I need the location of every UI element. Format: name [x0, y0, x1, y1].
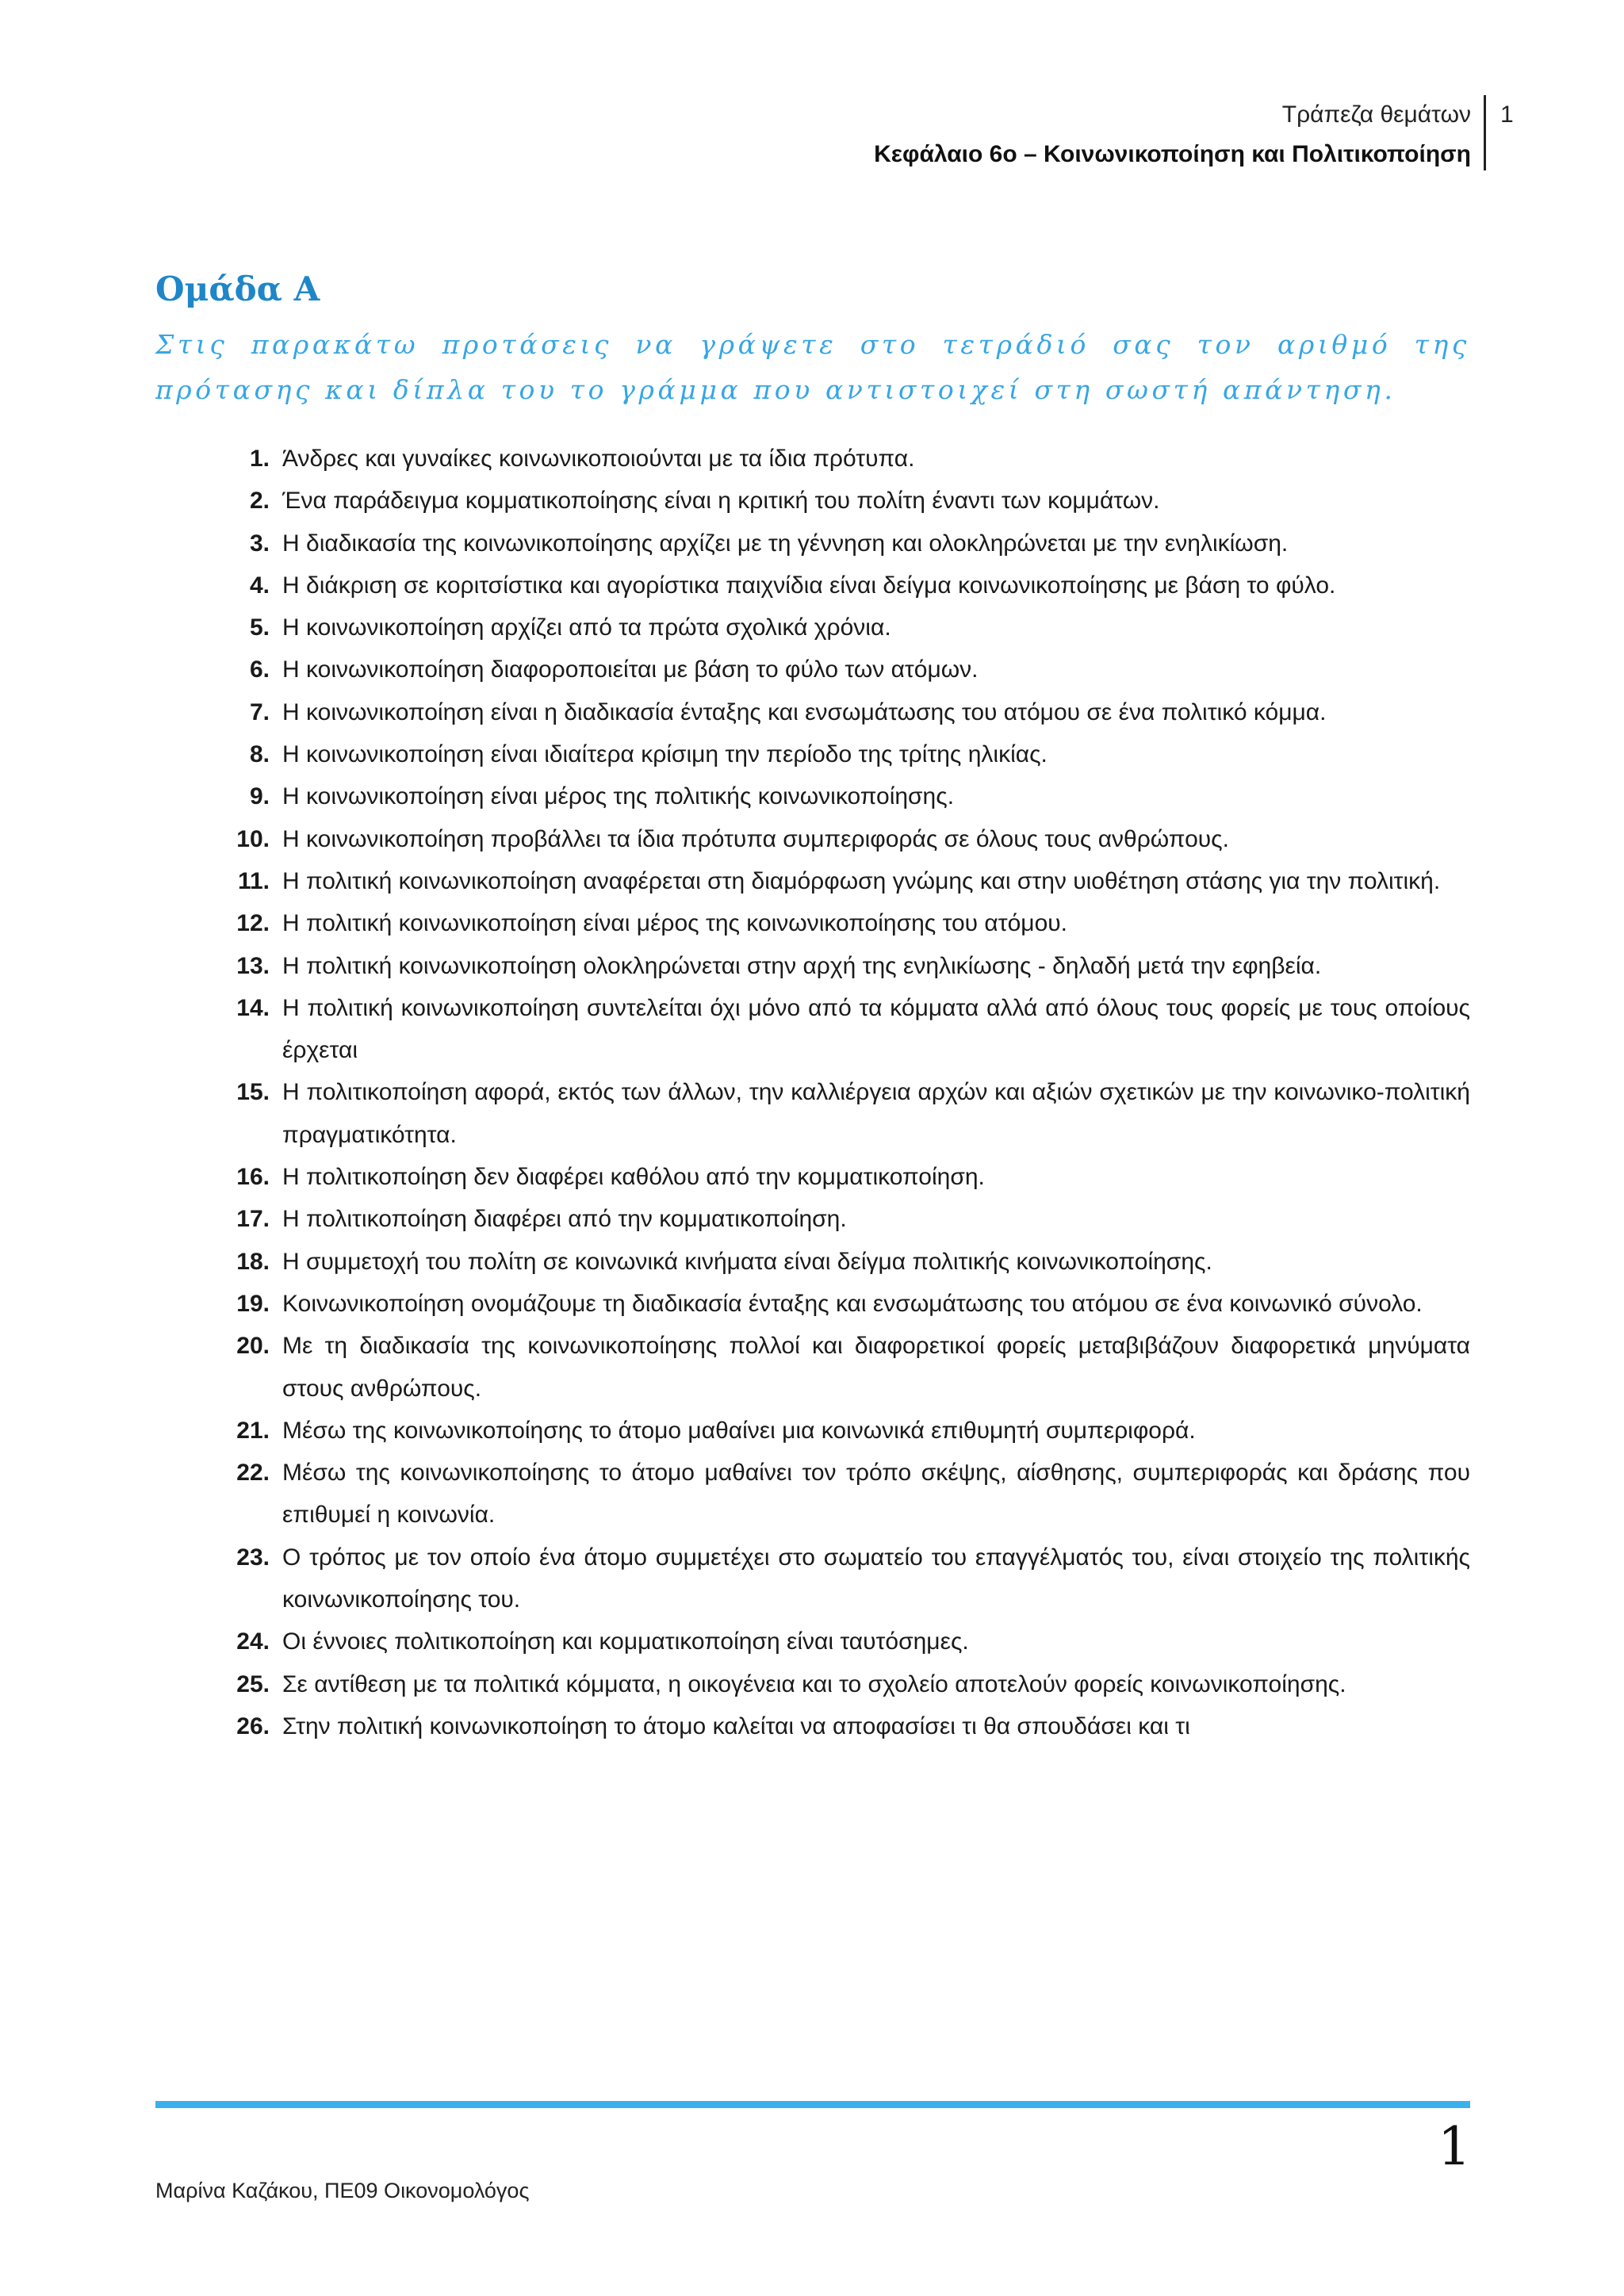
question-number: 25.	[236, 1670, 270, 1697]
question-text: Σε αντίθεση με τα πολιτικά κόμματα, η οικογένεια και το σχολείο αποτελούν φορείς κοινωνικοποίησης.	[282, 1670, 1346, 1697]
header-subject: Τράπεζα θεμάτων	[1281, 101, 1471, 128]
question-number: 10.	[236, 825, 270, 852]
question-text: Η κοινωνικοποίηση προβάλλει τα ίδια πρότυπα συμπεριφοράς σε όλους τους ανθρώπους.	[282, 825, 1229, 852]
question-item	[222, 1705, 1470, 1747]
question-text: Με τη διαδικασία της κοινωνικοποίησης πολλοί και διαφορετικοί φορείς μεταβιβάζουν διαφορετικά μηνύματα στους ανθρώπους.	[282, 1333, 1470, 1402]
question-text: Η πολιτική κοινωνικοποίηση συντελείται όχι μόνο από τα κόμματα αλλά από όλους τους φορείς με τους οποίους έρχεται	[282, 994, 1470, 1064]
question-text: Μέσω της κοινωνικοποίησης το άτομο μαθαίνει μια κοινωνικά επιθυμητή συμπεριφορά.	[282, 1417, 1196, 1444]
question-item	[222, 438, 1470, 480]
footer-rule	[155, 2101, 1470, 2108]
question-item	[222, 1536, 1470, 1621]
question-number: 13.	[236, 952, 270, 979]
question-item	[222, 1410, 1470, 1452]
question-number: 24.	[236, 1628, 270, 1655]
question-text: Η συμμετοχή του πολίτη σε κοινωνικά κινήματα είναι δείγμα πολιτικής κοινωνικοποίησης.	[282, 1248, 1212, 1275]
question-text: Η κοινωνικοποίηση αρχίζει από τα πρώτα σχολικά χρόνια.	[282, 614, 891, 641]
question-number: 11.	[237, 867, 270, 894]
question-text: Η πολιτική κοινωνικοποίηση ολοκληρώνεται στην αρχή της ενηλικίωσης - δηλαδή μετά την εφηβεία.	[282, 952, 1322, 979]
question-number: 22.	[236, 1460, 270, 1487]
question-item	[222, 522, 1470, 564]
question-item	[222, 733, 1470, 775]
question-item	[222, 607, 1470, 649]
question-item	[222, 1283, 1470, 1325]
question-text: Η διαδικασία της κοινωνικοποίησης αρχίζει με τη γέννηση και ολοκληρώνεται με την ενηλικίωση.	[282, 530, 1289, 557]
question-number: 8.	[249, 741, 270, 768]
question-number: 17.	[236, 1206, 270, 1233]
question-number: 3.	[249, 530, 270, 557]
question-number: 19.	[236, 1290, 270, 1317]
running-header	[874, 95, 1471, 174]
question-text: Οι έννοιες πολιτικοποίηση και κομματικοποίηση είναι ταυτόσημες.	[282, 1628, 969, 1655]
question-item	[222, 860, 1470, 902]
question-item	[222, 1071, 1470, 1156]
question-item	[222, 1452, 1470, 1536]
question-text: Ένα παράδειγμα κομματικοποίησης είναι η κριτική του πολίτη έναντι των κομμάτων.	[282, 488, 1160, 515]
question-number: 18.	[236, 1248, 270, 1275]
question-item	[222, 649, 1470, 691]
question-text: Η πολιτικοποίηση διαφέρει από την κομματικοποίηση.	[282, 1206, 847, 1233]
question-item	[222, 818, 1470, 860]
question-number: 15.	[236, 1079, 270, 1106]
question-item	[222, 1621, 1470, 1663]
question-item	[222, 902, 1470, 944]
question-text: Άνδρες και γυναίκες κοινωνικοποιούνται με τα ίδια πρότυπα.	[282, 446, 915, 472]
header-page-number: 1	[1500, 101, 1514, 128]
question-text: Η πολιτικοποίηση δεν διαφέρει καθόλου από την κομματικοποίηση.	[282, 1164, 985, 1191]
footer-page-number: 1	[1438, 2116, 1471, 2177]
question-number: 12.	[236, 910, 270, 937]
question-text: Ο τρόπος με τον οποίο ένα άτομο συμμετέχει στο σωματείο του επαγγέλματός του, είναι στοιχείο της πολιτικής κοινωνικοποίησης του.	[282, 1544, 1470, 1613]
question-number: 23.	[236, 1544, 270, 1571]
question-text: Η πολιτική κοινωνικοποίηση αναφέρεται στη διαμόρφωση γνώμης και στην υιοθέτηση στάσης για την πολιτική.	[282, 867, 1441, 894]
header-divider	[1484, 95, 1486, 170]
question-number: 5.	[249, 614, 270, 641]
question-number: 4.	[249, 572, 270, 599]
question-list	[222, 438, 1470, 1747]
question-text: Η πολιτικοποίηση αφορά, εκτός των άλλων, την καλλιέργεια αρχών και αξιών σχετικών με την κοινωνικο-πολιτική πραγματικότητα.	[282, 1079, 1470, 1148]
question-text: Στην πολιτική κοινωνικοποίηση το άτομο καλείται να αποφασίσει τι θα σπουδάσει και τι	[282, 1712, 1190, 1739]
question-text: Η κοινωνικοποίηση είναι ιδιαίτερα κρίσιμη την περίοδο της τρίτης ηλικίας.	[282, 741, 1048, 768]
question-text: Η πολιτική κοινωνικοποίηση είναι μέρος της κοινωνικοποίησης του ατόμου.	[282, 910, 1068, 937]
question-number: 6.	[249, 656, 270, 683]
question-number: 20.	[236, 1333, 270, 1360]
question-number: 2.	[249, 488, 270, 515]
question-item	[222, 1663, 1470, 1705]
question-number: 26.	[236, 1712, 270, 1739]
question-item	[222, 1198, 1470, 1240]
question-text: Η κοινωνικοποίηση είναι η διαδικασία ένταξης και ενσωμάτωσης του ατόμου σε ένα πολιτικό κόμμα.	[282, 698, 1327, 725]
question-number: 14.	[236, 994, 270, 1021]
question-text: Κοινωνικοποίηση ονομάζουμε τη διαδικασία ένταξης και ενσωμάτωσης του ατόμου σε ένα κοινωνικό σύνολο.	[282, 1290, 1423, 1317]
question-text: Η κοινωνικοποίηση διαφοροποιείται με βάση το φύλο των ατόμων.	[282, 656, 979, 683]
group-instructions: Στις παρακάτω προτάσεις να γράψετε στο τετράδιό σας τον αριθμό της πρότασης και δίπλα του το γράμμα που αντιστοιχεί στη σωστή απάντηση.	[155, 329, 1470, 405]
question-text: Μέσω της κοινωνικοποίησης το άτομο μαθαίνει τον τρόπο σκέψης, αίσθησης, συμπεριφοράς και δράσης που επιθυμεί η κοινωνία.	[282, 1460, 1470, 1529]
group-title: Ομάδα Α	[155, 270, 320, 308]
question-item	[222, 1241, 1470, 1283]
question-item	[222, 480, 1470, 522]
question-number: 16.	[236, 1164, 270, 1191]
question-number: 7.	[249, 698, 270, 725]
footer-author: Μαρίνα Καζάκου, ΠΕ09 Οικονομολόγος	[155, 2179, 530, 2202]
question-item	[222, 564, 1470, 607]
question-item	[222, 775, 1470, 817]
question-number: 9.	[249, 783, 270, 810]
question-number: 1.	[249, 446, 270, 472]
question-item	[222, 945, 1470, 987]
question-text: Η κοινωνικοποίηση είναι μέρος της πολιτικής κοινωνικοποίησης.	[282, 783, 955, 810]
question-item	[222, 1156, 1470, 1198]
question-item	[222, 691, 1470, 733]
header-chapter-title: Κεφάλαιο 6ο – Κοινωνικοποίηση και Πολιτικοποίηση	[874, 141, 1471, 167]
question-text: Η διάκριση σε κοριτσίστικα και αγορίστικα παιχνίδια είναι δείγμα κοινωνικοποίησης με βάση το φύλο.	[282, 572, 1336, 599]
question-item	[222, 1325, 1470, 1410]
question-item	[222, 987, 1470, 1072]
question-number: 21.	[236, 1417, 270, 1444]
